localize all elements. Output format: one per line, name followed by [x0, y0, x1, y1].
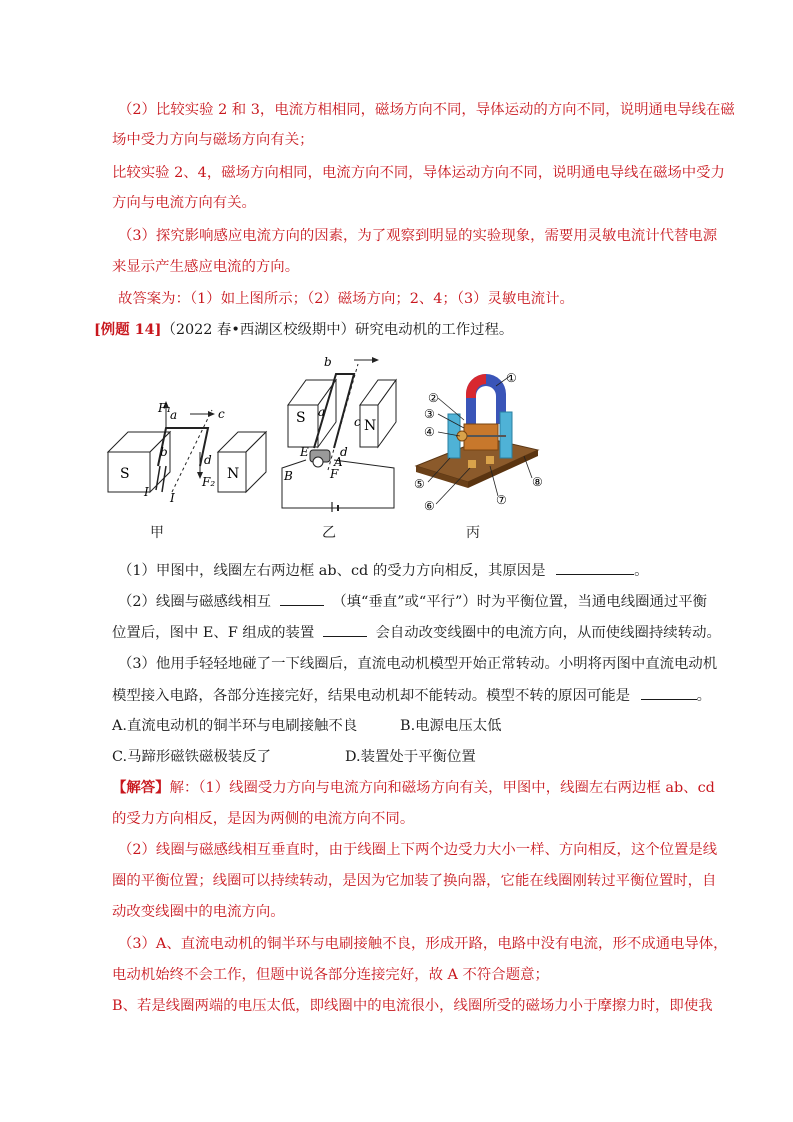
question-3-line1: （3）他用手轻轻地碰了一下线圈后，直流电动机模型开始正常转动。小明将丙图中直流电动机	[118, 656, 718, 672]
jia-label-b: b	[160, 445, 168, 459]
option-a[interactable]: A.直流电动机的铜半环与电刷接触不良	[112, 718, 358, 734]
example-tag: [例题 14]	[94, 321, 162, 338]
q1-answer-blank[interactable]	[556, 560, 634, 575]
prev-answer-p3-l2: 来显示产生感应电流的方向。	[112, 259, 300, 275]
q3-text: 模型接入电路，各部分连接完好，结果电动机却不能转动。模型不转的原因可能是	[112, 688, 631, 704]
q2-answer-blank-2[interactable]	[323, 622, 367, 637]
q2-text-d: 会自动改变线圈中的电流方向，从而使线圈持续转动。	[375, 625, 721, 641]
prev-answer-p2b-l2: 方向与电流方向有关。	[112, 195, 256, 211]
q3-answer-blank[interactable]	[641, 685, 697, 700]
jia-label-s: S	[120, 466, 130, 482]
answer-line-3: （2）线圈与磁感线相互垂直时，由于线圈上下两个边受力大小一样、方向相反，这个位置是线	[118, 842, 718, 858]
example-heading	[94, 320, 513, 340]
jia-label-i1: I	[144, 485, 149, 499]
bing-marker-3: ③	[424, 407, 435, 421]
bing-marker-5: ⑤	[414, 477, 425, 491]
answer-l1-rest: 解：（1）线圈受力方向与电流方向和磁场方向有关，甲图中，线圈左右两边框 ab、cd	[169, 780, 715, 796]
figure-yi-caption: 乙	[322, 525, 336, 541]
option-d[interactable]: D.装置处于平衡位置	[345, 749, 476, 765]
bing-marker-6: ⑥	[424, 499, 435, 513]
answer-line-8: B、若是线圈两端的电压太低，即线圈中的电流很小，线圈所受的磁场力小于摩擦力时，即使我	[112, 998, 713, 1014]
prev-answer-p3-l1: （3）探究影响感应电流方向的因素，为了观察到明显的实验现象，需要用灵敏电流计代替电源	[118, 228, 718, 244]
answer-line-5: 动改变线圈中的电流方向。	[112, 904, 285, 920]
bing-terminal-1	[468, 460, 476, 468]
yi-label-b-brush: B	[284, 469, 293, 483]
jia-c-arrowhead	[208, 411, 215, 417]
figure-jia-caption: 甲	[150, 525, 164, 541]
bing-marker-1: ①	[506, 371, 517, 385]
question-2-line2	[112, 622, 721, 643]
bing-marker-4: ④	[424, 425, 435, 439]
yi-label-e: E	[300, 445, 309, 459]
question-1	[118, 560, 649, 581]
jia-label-i2: I	[170, 491, 175, 502]
answer-tag: 【解答】	[112, 779, 170, 796]
yi-label-a-brush: A	[334, 455, 343, 469]
jia-label-a: a	[170, 408, 178, 422]
bing-marker-2: ②	[428, 391, 439, 405]
q2-text-a: （2）线圈与磁感线相互	[118, 594, 272, 610]
yi-label-c: c	[354, 415, 361, 429]
answer-line-6: （3）A、直流电动机的铜半环与电刷接触不良，形成开路，电路中没有电流，形不成通电导体，	[118, 936, 728, 952]
jia-label-n: N	[227, 466, 240, 482]
bing-marker-8: ⑧	[532, 475, 543, 489]
q1-text: （1）甲图中，线圈左右两边框 ab、cd 的受力方向相反，其原因是	[118, 563, 546, 579]
question-2-line1	[118, 591, 707, 612]
jia-label-f2: F₂	[202, 475, 216, 489]
prev-answer-p2a-l2: 场中受力方向与磁场方向有关；	[112, 132, 314, 148]
yi-label-a: a	[318, 405, 326, 419]
prev-answer-final: 故答案为：（1）如上图所示；（2）磁场方向；2、4；（3）灵敏电流计。	[118, 291, 574, 307]
q1-end: 。	[634, 563, 649, 579]
yi-label-n: N	[364, 418, 377, 434]
q2-answer-blank-1[interactable]	[280, 591, 324, 606]
yi-label-b: b	[324, 355, 332, 369]
q2-text-b: （填“垂直”或“平行”）时为平衡位置，当通电线圈通过平衡	[332, 594, 708, 610]
bing-marker-7: ⑦	[496, 493, 507, 507]
yi-b-arrowhead	[372, 357, 379, 363]
question-3-line2	[112, 685, 711, 706]
answer-line-1	[112, 778, 715, 798]
prev-answer-p2b-l1: 比较实验 2、4，磁场方向相同，电流方向不同，导体运动方向不同，说明通电导线在磁场中受力	[112, 165, 725, 181]
option-c[interactable]: C.马蹄形磁铁磁极装反了	[112, 749, 271, 765]
q2-text-c: 位置后，图中 E、F 组成的装置	[112, 625, 315, 641]
figure-jia	[100, 392, 270, 502]
jia-label-c: c	[218, 407, 225, 421]
figure-yi	[278, 350, 398, 512]
jia-label-f1: F₁	[158, 401, 172, 415]
q3-end: 。	[696, 688, 712, 704]
answer-line-4: 圈的平衡位置；线圈可以持续转动，是因为它加装了换向器，它能在线圈刚转过平衡位置时，自	[112, 873, 717, 889]
yi-label-f: F	[330, 467, 339, 481]
yi-label-s: S	[296, 410, 306, 426]
answer-line-7: 电动机始终不会工作，但题中说各部分连接完好，故 A 不符合题意；	[112, 967, 549, 983]
figure-bing-caption: 丙	[466, 525, 480, 541]
answer-line-2: 的受力方向相反，是因为两侧的电流方向不同。	[112, 811, 415, 827]
prev-answer-p2a-l1: （2）比较实验 2 和 3，电流方相相同，磁场方向不同，导体运动的方向不同，说明通电导线在磁	[118, 102, 735, 118]
jia-label-d: d	[204, 453, 212, 467]
bing-terminal-2	[486, 456, 494, 464]
figure-bing	[412, 364, 552, 514]
example-source-title: （2022 春•西湖区校级期中）研究电动机的工作过程。	[161, 322, 514, 338]
yi-label-d: d	[340, 445, 348, 459]
option-b[interactable]: B.电源电压太低	[400, 718, 502, 734]
bing-magnet-s: S	[482, 408, 489, 419]
yi-commutator-ring	[313, 457, 323, 467]
